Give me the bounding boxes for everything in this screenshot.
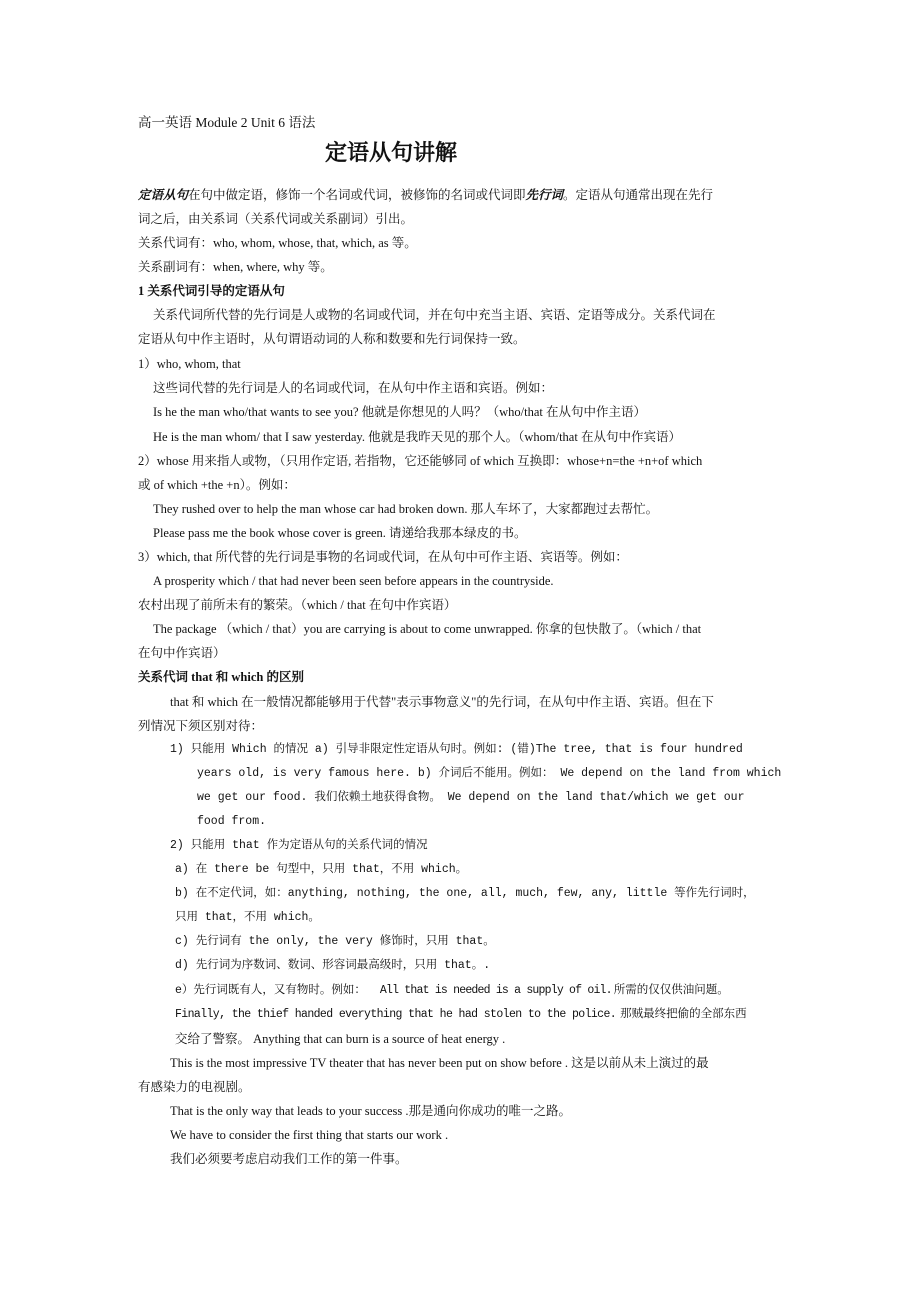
rule-e-example-en: All that is needed is a supply of oil.: [379, 984, 612, 997]
sub1-line-1: 这些词代替的先行词是人的名词或代词，在从句中作主语和宾语。例如：: [153, 381, 554, 395]
intro-text-1: 在句中做定语，修饰一个名词或代词，被修饰的名词或代词即: [188, 188, 526, 202]
which-only-line-2: years old, is very famous here. b) 介词后不能用。例如： We depend on the land from which: [197, 767, 782, 780]
doc-header: 高一英语 Module 2 Unit 6 语法: [138, 115, 316, 130]
which-only-line-4: food from.: [197, 815, 267, 828]
extra-example-3: We have to consider the first thing that starts our work .: [170, 1128, 449, 1142]
intro-text-2: 。定语从句通常出现在先行: [563, 188, 714, 202]
that-rule-a: a) 在 there be 句型中，只用 that，不用 which。: [175, 863, 468, 876]
sub3-example-1-cn: 农村出现了前所未有的繁荣。（which / that 在句中作宾语）: [138, 598, 457, 612]
section2-para-1: that 和 which 在一般情况都能够用于代替"表示事物意义"的先行词，在从句中作主语、宾语。但在下: [170, 695, 714, 709]
intro-line-2: 词之后，由关系词（关系代词或关系副词）引出。: [138, 212, 414, 226]
sub2-line-1: 2）whose 用来指人或物，（只用作定语, 若指物，它还能够同 of which 互换即：whose+n=the +n+of which: [138, 454, 703, 468]
term-attributive-clause: 定语从句: [138, 188, 189, 202]
intro-line-1: [138, 187, 713, 203]
that-rule-c: c) 先行词有 the only, the very 修饰时，只用 that。: [175, 935, 495, 948]
section2-para-2: 列情况下须区别对待：: [138, 719, 264, 733]
adverbs-line: 关系副词有：when, where, why 等。: [138, 260, 333, 274]
that-rule-b-2: 只用 that，不用 which。: [175, 911, 320, 924]
sub2-line-2: 或 of which +the +n）。例如：: [138, 478, 296, 492]
sub3-example-2-cont: 在句中作宾语）: [138, 646, 226, 660]
section2-heading: 关系代词 that 和 which 的区别: [138, 670, 304, 684]
pronouns-line: 关系代词有：who, whom, whose, that, which, as 等。: [138, 236, 417, 250]
sub3-line-1: 3）which, that 所代替的先行词是事物的名词或代词，在从句中可作主语、宾语等。例如：: [138, 550, 628, 564]
sub1-example-2: He is the man whom/ that I saw yesterday. 他就是我昨天见的那个人。（whom/that 在从句中作宾语）: [153, 430, 681, 444]
that-rule-e-2: [175, 1007, 747, 1023]
extra-example-3-cn: 我们必须要考虑启动我们工作的第一件事。: [170, 1152, 408, 1166]
page-title: 定语从句讲解: [325, 141, 458, 166]
that-only-heading: 2) 只能用 that 作为定语从句的关系代词的情况: [170, 839, 428, 852]
section1-para-1: 关系代词所代替的先行词是人或物的名词或代词，并在句中充当主语、宾语、定语等成分。关系代词在: [153, 308, 716, 322]
that-rule-e-1: [175, 983, 729, 999]
extra-example-2: That is the only way that leads to your success .那是通向你成功的唯一之路。: [170, 1104, 571, 1118]
extra-example-1-cont: 有感染力的电视剧。: [138, 1080, 251, 1094]
which-only-line-1: 1) 只能用 Which 的情况 a) 引导非限定性定语从句时。例如: (错)The tree, that is four hundred: [170, 743, 743, 756]
sub1-heading: 1）who, whom, that: [138, 357, 241, 371]
that-rule-b-1: b) 在不定代词，如：anything, nothing, the one, all, much, few, any, little 等作先行词时，: [175, 887, 755, 900]
section1-heading: 1 关系代词引导的定语从句: [138, 284, 285, 298]
sub2-example-2: Please pass me the book whose cover is green. 请递给我那本绿皮的书。: [153, 526, 527, 540]
sub3-example-2: The package （which / that）you are carrying is about to come unwrapped. 你拿的包快散了。（which / that: [153, 622, 702, 636]
that-rule-e-3: 交给了警察。 Anything that can burn is a source of heat energy .: [175, 1032, 506, 1046]
section1-para-2: 定语从句中作主语时，从句谓语动词的人称和数要和先行词保持一致。: [138, 332, 526, 346]
sub2-example-1: They rushed over to help the man whose car had broken down. 那人车坏了，大家都跑过去帮忙。: [153, 502, 659, 516]
rule-e-example-cn: 所需的仅仅供油问题。: [613, 984, 729, 997]
that-rule-d: d) 先行词为序数词、数词、形容词最高级时，只用 that。.: [175, 959, 491, 972]
rule-e-label: e）先行词既有人，又有物时。例如：: [175, 984, 366, 997]
sub3-example-1: A prosperity which / that had never been seen before appears in the countryside.: [153, 574, 554, 588]
which-only-line-3: we get our food. 我们依赖土地获得食物。 We depend on the land that/which we get our: [197, 791, 745, 804]
sub1-example-1: Is he the man who/that wants to see you? 他就是你想见的人吗？（who/that 在从句中作主语）: [153, 405, 647, 419]
rule-e-example2-cn: 那贼最终把偷的全部东西: [620, 1008, 747, 1021]
term-antecedent: 先行词: [525, 188, 564, 202]
rule-e-example2-en: Finally, the thief handed everything that he had stolen to the police.: [175, 1008, 617, 1021]
extra-example-1: This is the most impressive TV theater that has never been put on show before . 这是以前从未上演过的最: [170, 1056, 709, 1070]
